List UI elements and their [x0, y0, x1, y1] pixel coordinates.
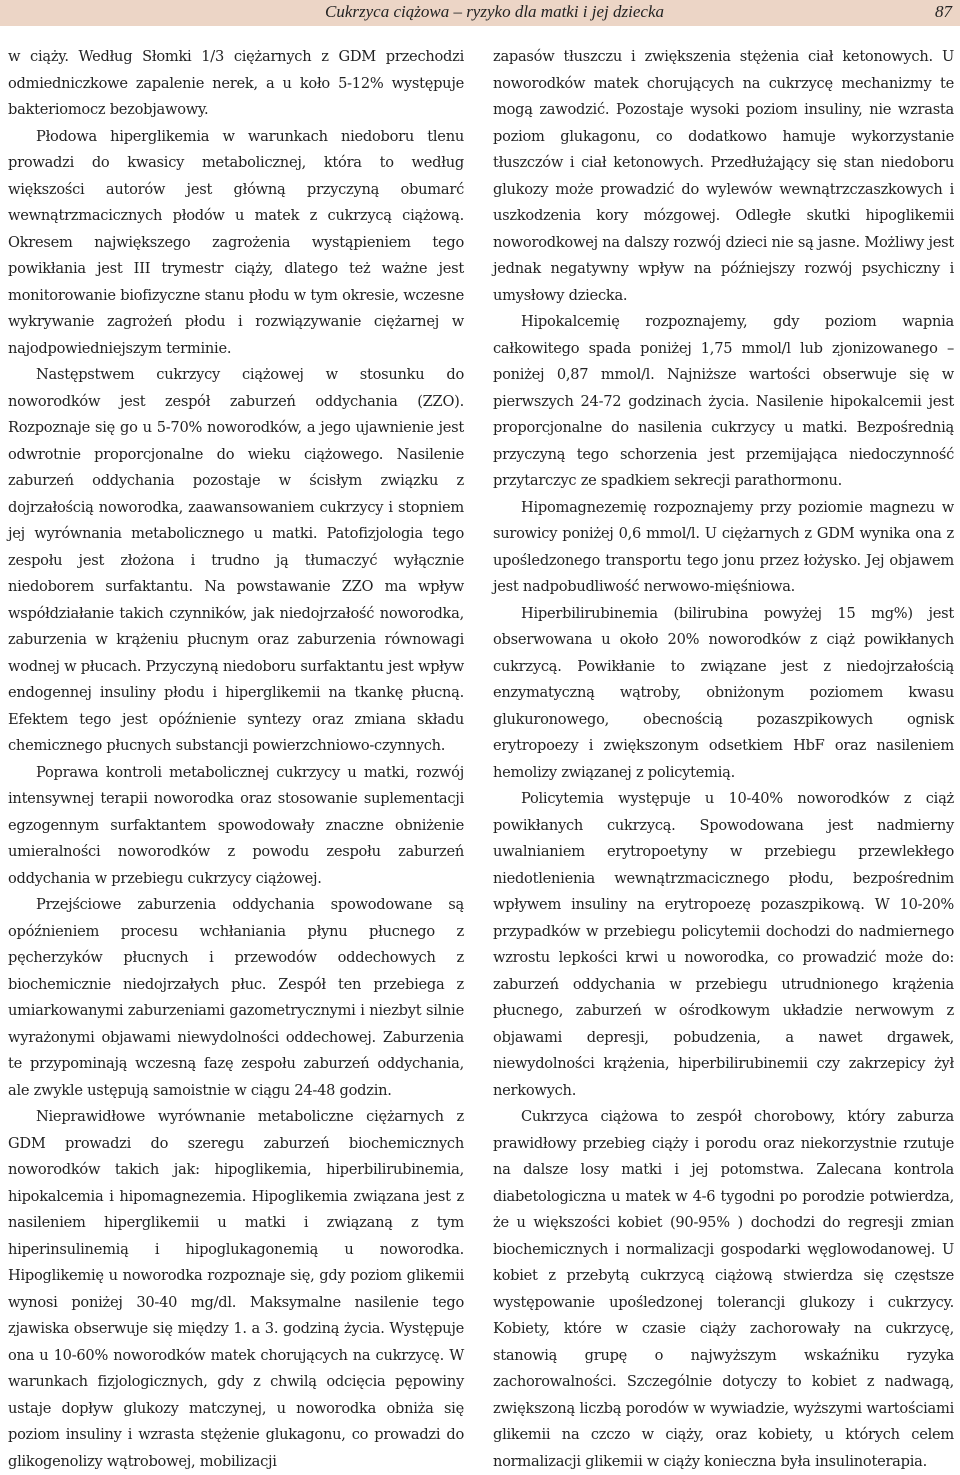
paragraph: w ciąży. Według Słomki 1/3 ciężarnych z GDM przechodzi odmiedniczkowe zapalenie nerek, a u koło 5-12% występuje bakteriomocz bezobjawowy.	[8, 48, 464, 118]
paragraph: Płodowa hiperglikemia w warunkach niedoboru tlenu prowadzi do kwasicy metabolicznej, która to według większości autorów jest główną przyczyną obumarć wewnątrzmacicznych płodów u matek z cukrzycą ciążową. Okresem największego zagrożenia wystąpieniem tego powikłania jest III trymestr ciąży, dlatego też ważne jest monitorowanie biofizyczne stanu płodu w tym okresie, wczesne wykrywanie zagrożeń płodu i rozwiązywanie ciężarnej w najodpowiedniejszym terminie.	[8, 127, 464, 357]
paragraph: Nieprawidłowe wyrównanie metaboliczne ciężarnych z GDM prowadzi do szeregu zaburzeń biochemicznych noworodków takich jak: hipoglikemia, hiperbilirubinemia, hipokalcemia i hipomagnezemia. Hipoglikemia związana jest z nasileniem hiperglikemii u matki i związaną z tym hiperinsulinemią i hipoglukagonemią u noworodka. Hipoglikemię u noworodka rozpoznaje się, gdy poziom glikemii wynosi poniżej 30-40 mg/dl. Maksymalne nasilenie tego zjawiska obserwuje się między 1. a 3. godziną życia. Występuje ona u 10-60% noworodków matek chorujących na cukrzycę. W warunkach fizjologicznych, gdy z chwilą odcięcia pępowiny ustaje dopływ glukozy matczynej, u noworodka obniża się poziom insuliny i wzrasta stężenie glukagonu, co prowadzi do glikogenolizy wątrobowej, mobilizacji	[8, 1108, 464, 1470]
left-column	[8, 44, 464, 1475]
paragraph: Przejściowe zaburzenia oddychania spowodowane są opóźnieniem procesu wchłaniania płynu płucnego z pęcherzyków płucnych i przewodów oddechowych z biochemicznie niedojrzałych płuc. Zespół ten przebiega z umiarkowanymi zaburzeniami gazometrycznymi i niezbyt silnie wyrażonymi objawami niewydolności oddechowej. Zaburzenia te przypominają wczesną fazę zespołu zaburzeń oddychania, ale zwykle ustępują samoistnie w ciągu 24-48 godzin.	[8, 896, 464, 1099]
right-column	[493, 44, 954, 1475]
paragraph: Następstwem cukrzycy ciążowej w stosunku do noworodków jest zespół zaburzeń oddychania (ZZO). Rozpoznaje się go u 5-70% noworodków, a jego ujawnienie jest odwrotnie proporcjonalne do wieku ciążowego. Nasilenie zaburzeń oddychania pozostaje w ścisłym związku z dojrzałością noworodka, zaawansowaniem cukrzycy i stopniem jej wyrównania metabolicznego u matki. Patofizjologia tego zespołu jest złożona i trudno ją tłumaczyć wyłącznie niedoborem surfaktantu. Na powstawanie ZZO ma wpływ współdziałanie takich czynników, jak niedojrzałość noworodka, zaburzenia w krążeniu płucnym oraz zaburzenia równowagi wodnej w płucach. Przyczyną niedoboru surfaktantu jest wpływ endogennej insuliny płodu i hiperglikemii na tkankę płucną. Efektem tego jest opóźnienie syntezy oraz zmiana składu chemicznego płucnych substancji powierzchniowo-czynnych.	[8, 366, 464, 754]
paragraph: Hipokalcemię rozpoznajemy, gdy poziom wapnia całkowitego spada poniżej 1,75 mmol/l lub zjonizowanego –poniżej 0,87 mmol/l. Najniższe wartości obserwuje się w pierwszych 24-72 godzinach życia. Nasilenie hipokalcemii jest proporcjonalne do nasilenia cukrzycy u matki. Bezpośrednią przyczyną tego schorzenia jest przemijająca niedoczynność przytarczyc ze spadkiem sekrecji parathormonu.	[493, 313, 954, 489]
paragraph: Poprawa kontroli metabolicznej cukrzycy u matki, rozwój intensywnej terapii noworodka oraz stosowanie suplementacji egzogennym surfaktantem spowodowały znaczne obniżenie umieralności noworodków z powodu zespołu zaburzeń oddychania w przebiegu cukrzycy ciążowej.	[8, 763, 464, 887]
paragraph: Cukrzyca ciążowa to zespół chorobowy, który zaburza prawidłowy przebieg ciąży i porodu oraz niekorzystnie rzutuje na dalsze losy matki i jej potomstwa. Zalecana kontrola diabetologiczna u matek w 4-6 tygodni po porodzie potwierdza, że u większości kobiet (90-95% ) dochodzi do regresji zmian biochemicznych i normalizacji gospodarki węglowodanowej. U kobiet z przebytą cukrzycą ciążową stwierdza się częstsze występowanie upośledzonej tolerancji glukozy i cukrzycy. Kobiety, które w czasie ciąży zachorowały na cukrzycę, stanowią grupę o najwyższym wskaźniku ryzyka zachorowalności. Szczególnie dotyczy to kobiet z nadwagą, zwiększoną liczbą porodów w wywiadzie, wyższymi wartościami glikemii na czczo w ciąży, oraz kobiety, u których celem normalizacji glikemii w ciąży konieczna była insulinoterapia.	[493, 1108, 954, 1470]
running-title: Cukrzyca ciążowa – ryzyko dla matki i jej dziecka	[325, 2, 664, 21]
paragraph: zapasów tłuszczu i zwiększenia stężenia ciał ketonowych. U noworodków matek chorujących na cukrzycę mechanizmy te mogą zawodzić. Pozostaje wysoki poziom insuliny, nie wzrasta poziom glukagonu, co dodatkowo hamuje wykorzystanie tłuszczów i ciał ketonowych. Przedłużający się stan niedoboru glukozy może prowadzić do wylewów wewnątrzczaszkowych i uszkodzenia kory mózgowej. Odległe skutki hipoglikemii noworodkowej na dalszy rozwój dzieci nie są jasne. Możliwy jest jednak negatywny wpływ na późniejszy rozwój psychiczny i umysłowy dziecka.	[493, 48, 954, 304]
paragraph: Policytemia występuje u 10-40% noworodków z ciąż powikłanych cukrzycą. Spowodowana jest nadmierny uwalnianiem erytropoetyny w przebiegu przewlekłego niedotlenienia wewnątrzmacicznego płodu, bezpośrednim wpływem insuliny na erytropoezę pozaszpikową. W 10-20% przypadków w przebiegu policytemii dochodzi do nadmiernego wzrostu lepkości krwi u noworodka, co prowadzić może do: zaburzeń oddychania w przebiegu utrudnionego krążenia płucnego, zaburzeń w ośrodkowym układzie nerwowym z objawami depresji, pobudzenia, a nawet drgawek, niewydolności krążenia, hiperbilirubinemii czy zakrzepicy żył nerkowych.	[493, 790, 954, 1099]
paragraph: Hipomagnezemię rozpoznajemy przy poziomie magnezu w surowicy poniżej 0,6 mmol/l. U ciężarnych z GDM wynika ona z upośledzonego transportu tego jonu przez łożysko. Jej objawem jest nadpobudliwość nerwowo-mięśniowa.	[493, 498, 954, 595]
paragraph: Hiperbilirubinemia (bilirubina powyżej 15 mg%) jest obserwowana u około 20% noworodków z ciąż powikłanych cukrzycą. Powikłanie to związane jest z niedojrzałością enzymatyczną wątroby, obniżonym poziomem kwasu glukuronowego, obecnością pozaszpikowych ognisk erytropoezy i zwiększonym odsetkiem HbF oraz nasileniem hemolizy związanej z policytemią.	[493, 604, 954, 781]
page-number: 87	[935, 2, 952, 21]
